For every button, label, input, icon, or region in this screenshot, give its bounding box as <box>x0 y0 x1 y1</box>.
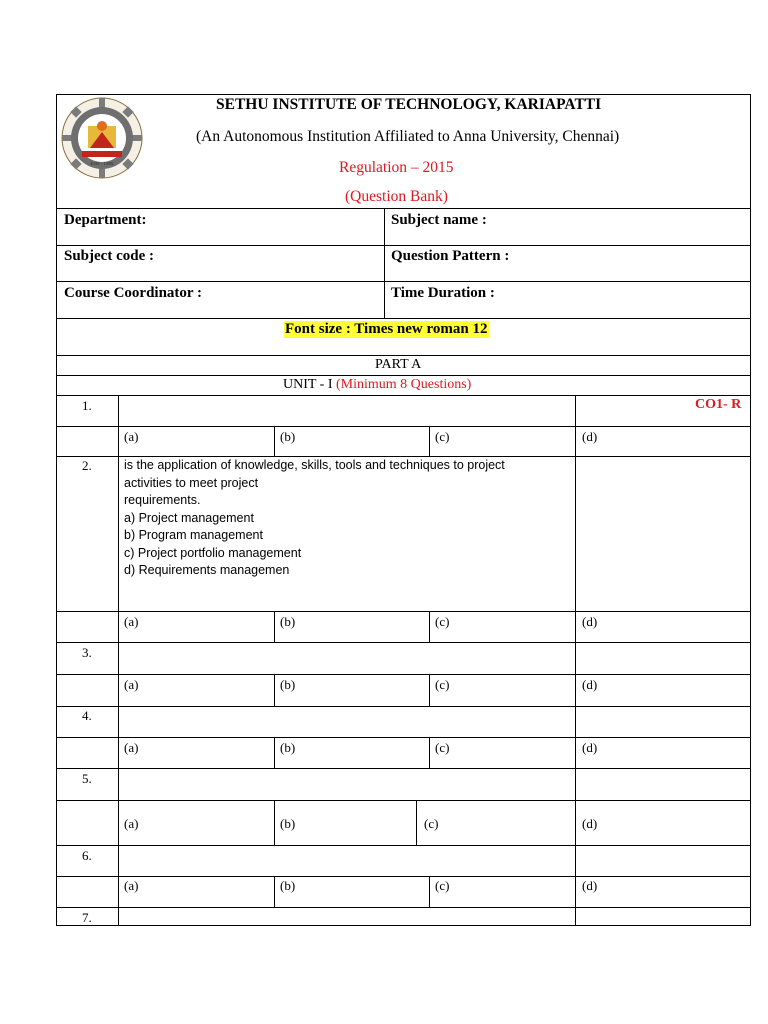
option-d[interactable]: (d) <box>582 429 598 444</box>
svg-text:Estd - 1995: Estd - 1995 <box>90 161 114 166</box>
part-title: PART A <box>375 357 422 372</box>
question-pattern-field[interactable]: Question Pattern : <box>391 248 510 264</box>
option-c[interactable]: (c) <box>435 429 450 444</box>
question-number: 6. <box>82 848 92 863</box>
unit-heading <box>283 378 471 392</box>
course-coordinator-field[interactable]: Course Coordinator : <box>64 285 203 301</box>
option-c[interactable]: (c) <box>435 740 450 755</box>
option-a[interactable]: (a) <box>124 878 139 893</box>
option-a[interactable]: (a) <box>124 677 139 692</box>
co-tag: CO1- R <box>695 397 742 412</box>
subject-name-field[interactable]: Subject name : <box>391 212 487 228</box>
question-number: 3. <box>82 645 92 660</box>
question-text[interactable]: is the application of knowledge, skills, tools and techniques to project activities to meet project requirements. a) Project management b) Program management c) Project portfolio management d) Requirements managemen <box>124 458 505 577</box>
time-duration-field[interactable]: Time Duration : <box>391 285 495 301</box>
document-type: (Question Bank) <box>345 188 448 205</box>
institution-name: SETHU INSTITUTE OF TECHNOLOGY, KARIAPATTI <box>216 96 602 113</box>
option-d[interactable]: (d) <box>582 878 598 893</box>
question-number: 2. <box>82 458 92 473</box>
institution-logo <box>60 96 144 180</box>
regulation-text: Regulation – 2015 <box>339 159 454 176</box>
option-d[interactable]: (d) <box>582 677 598 692</box>
unit-title: UNIT - I <box>283 377 333 392</box>
affiliation-text: (An Autonomous Institution Affiliated to Anna University, Chennai) <box>196 128 620 145</box>
option-b[interactable]: (b) <box>280 878 296 893</box>
option-c[interactable]: (c) <box>424 816 439 831</box>
option-d[interactable]: (d) <box>582 816 598 831</box>
question-number: 5. <box>82 771 92 786</box>
option-a[interactable]: (a) <box>124 429 139 444</box>
option-c[interactable]: (c) <box>435 878 450 893</box>
option-a[interactable]: (a) <box>124 816 139 831</box>
option-a[interactable]: (a) <box>124 614 139 629</box>
font-size-note: Font size : Times new roman 12 <box>285 321 488 337</box>
option-c[interactable]: (c) <box>435 614 450 629</box>
option-d[interactable]: (d) <box>582 740 598 755</box>
department-field[interactable]: Department: <box>64 212 147 228</box>
option-c[interactable]: (c) <box>435 677 450 692</box>
question-number: 7. <box>82 910 92 925</box>
option-b[interactable]: (b) <box>280 740 296 755</box>
option-b[interactable]: (b) <box>280 816 296 831</box>
subject-code-field[interactable]: Subject code : <box>64 248 154 264</box>
option-b[interactable]: (b) <box>280 614 296 629</box>
option-b[interactable]: (b) <box>280 677 296 692</box>
option-a[interactable]: (a) <box>124 740 139 755</box>
option-b[interactable]: (b) <box>280 429 296 444</box>
unit-note: (Minimum 8 Questions) <box>336 377 472 392</box>
option-d[interactable]: (d) <box>582 614 598 629</box>
question-number: 1. <box>82 398 92 413</box>
question-number: 4. <box>82 708 92 723</box>
